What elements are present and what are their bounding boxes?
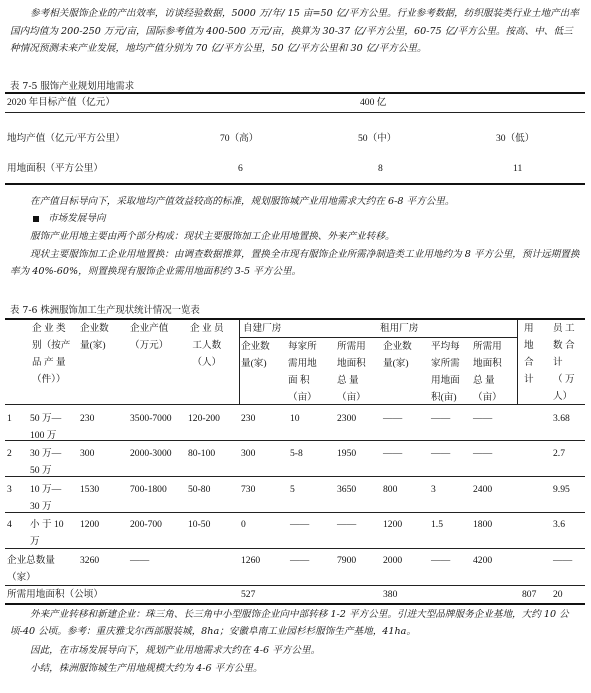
row-rent-total: 1800 xyxy=(473,519,493,530)
row-employees: 2.7 xyxy=(553,448,565,459)
row-own-per: 10 xyxy=(290,413,300,424)
target-output-value: 400 亿 xyxy=(360,97,387,108)
row-count: 230 xyxy=(80,413,95,424)
row-employees: 9.95 xyxy=(553,484,570,495)
row-count: 300 xyxy=(80,448,95,459)
table-bottom-rule xyxy=(5,183,585,185)
target-output-label: 2020 年目标产值（亿元） xyxy=(7,97,115,108)
land-area-mid: 8 xyxy=(378,163,383,174)
total-employees: —— xyxy=(553,555,573,566)
replacement-paragraph: 现状主要服饰加工企业用地置换：由调查数据推算，置换全市现有服饰企业所需净制造类工业用地约为 8 平方公里，预计远期置换率为 40%-60%，则置换现有服饰企业需用地面积约 3-5 平方公里。 xyxy=(10,249,580,277)
row-rent-count: —— xyxy=(383,413,403,424)
table-rule xyxy=(5,112,585,113)
row-employees: 3.68 xyxy=(553,413,570,424)
row-rent-per: 3 xyxy=(431,484,436,495)
total-rent-per: —— xyxy=(431,555,451,566)
row-staff: 80-100 xyxy=(188,448,216,459)
row-own-count: 300 xyxy=(241,448,256,459)
row-own-total: 3650 xyxy=(337,484,357,495)
row-own-per: —— xyxy=(290,519,310,530)
col-header-own-factory: 自建厂房 xyxy=(243,323,282,334)
table-rule xyxy=(5,548,585,549)
row-rent-count: 1200 xyxy=(383,519,403,530)
total-rent-total: 4200 xyxy=(473,555,493,566)
row-own-count: 230 xyxy=(241,413,256,424)
summary-conclusion: 小结，株洲服饰城生产用地规模大约为 4-6 平方公里。 xyxy=(30,663,263,674)
section-heading: 市场发展导向 xyxy=(48,213,106,224)
row-rent-per: —— xyxy=(431,413,451,424)
col-header-land-total: 用 地 合 计 xyxy=(524,323,534,385)
col-header-rent-count: 企业数 量(家) xyxy=(383,341,412,369)
land-output-high: 70（高） xyxy=(220,133,259,144)
row-own-total: —— xyxy=(337,519,357,530)
row-own-per: 5-8 xyxy=(290,448,303,459)
col-header-own-total: 所需用 地面积 总 量 （亩） xyxy=(337,341,366,403)
table-rule xyxy=(5,512,585,513)
land-area-label: 用地面积（平方公里） xyxy=(7,163,103,174)
total-own-total: 7900 xyxy=(337,555,357,566)
transfer-paragraph: 外来产业转移和新建企业：珠三角、长三角中小型服饰企业向中部转移 1-2 平方公里。引进大型品牌服务企业基地，大约 10 公顷-40 公顷。参考：重庆雅戈尔西部服装城，8ha；安徽阜南工业园杉杉服饰生产基地，41ha。 xyxy=(10,609,569,637)
table-rule xyxy=(5,476,585,477)
square-bullet-icon xyxy=(33,216,39,222)
row-count: 1530 xyxy=(80,484,100,495)
row-category: 小 于 10 万 xyxy=(30,519,64,547)
row-own-count: 0 xyxy=(241,519,246,530)
table2-divider xyxy=(517,320,518,404)
table-caption-7-5: 表 7-5 服饰产业规划用地需求 xyxy=(10,81,135,92)
row-rent-count: 800 xyxy=(383,484,398,495)
area-own: 527 xyxy=(241,589,256,600)
row-number: 4 xyxy=(7,519,12,530)
col-header-category: 企 业 类 别（按产 品 产 量 （件）） xyxy=(32,323,71,385)
col-header-rent-factory: 租用厂房 xyxy=(380,323,419,334)
row-number: 1 xyxy=(7,413,12,424)
land-area-high: 6 xyxy=(238,163,243,174)
row-staff: 120-200 xyxy=(188,413,220,424)
row-employees: 3.6 xyxy=(553,519,565,530)
table-caption-7-6: 表 7-6 株洲服饰加工生产现状统计情况一览表 xyxy=(10,305,200,316)
row-rent-per: 1.5 xyxy=(431,519,443,530)
total-label: 企业总数量 （家） xyxy=(7,555,55,583)
market-conclusion: 因此，在市场发展导向下，规划产业用地需求大约在 4-6 平方公里。 xyxy=(30,645,321,656)
row-category: 10 万— 30 万 xyxy=(30,484,62,512)
land-output-low: 30（低） xyxy=(496,133,535,144)
row-staff: 10-50 xyxy=(188,519,211,530)
land-area-low: 11 xyxy=(513,163,523,174)
row-rent-per: —— xyxy=(431,448,451,459)
table2-bottom-rule xyxy=(5,603,585,605)
row-output: 700-1800 xyxy=(130,484,167,495)
area-rent: 380 xyxy=(383,589,398,600)
col-header-staff: 企 业 员 工人数 （人） xyxy=(190,323,224,368)
table-rule xyxy=(5,440,585,441)
row-number: 2 xyxy=(7,448,12,459)
total-own-per: —— xyxy=(290,555,310,566)
area-land-total: 807 xyxy=(522,589,537,600)
row-rent-count: —— xyxy=(383,448,403,459)
row-own-total: 1950 xyxy=(337,448,357,459)
total-output: —— xyxy=(130,555,150,566)
row-output: 3500-7000 xyxy=(130,413,172,424)
land-composition-paragraph: 服饰产业用地主要由两个部分构成：现状主要服饰加工企业用地置换、外来产业转移。 xyxy=(30,231,395,242)
table2-divider xyxy=(239,320,240,404)
land-output-mid: 50（中） xyxy=(358,133,397,144)
col-header-own-per: 每家所 需用地 面 积 （亩） xyxy=(288,341,317,403)
row-own-per: 5 xyxy=(290,484,295,495)
row-own-total: 2300 xyxy=(337,413,357,424)
total-own-count: 1260 xyxy=(241,555,261,566)
col-header-employees: 员 工 数 合 计 （ 万 人） xyxy=(553,323,575,402)
row-rent-total: —— xyxy=(473,413,493,424)
area-employees: 20 xyxy=(553,589,563,600)
row-category: 30 万— 50 万 xyxy=(30,448,62,476)
row-rent-total: 2400 xyxy=(473,484,493,495)
col-header-rent-total: 所需用 地面积 总 量 （亩） xyxy=(473,341,502,403)
row-category: 50 万— 100 万 xyxy=(30,413,62,441)
row-output: 200-700 xyxy=(130,519,162,530)
row-staff: 50-80 xyxy=(188,484,211,495)
total-count: 3260 xyxy=(80,555,100,566)
output-target-conclusion: 在产值目标导向下，采取地均产值效益较高的标准，规划服饰城产业用地需求大约在 6-8 平方公里。 xyxy=(30,196,455,207)
row-count: 1200 xyxy=(80,519,100,530)
area-label: 所需用地面积（公顷） xyxy=(7,589,103,600)
total-rent-count: 2000 xyxy=(383,555,403,566)
col-header-count: 企业数 量(家) xyxy=(80,323,109,351)
land-output-label: 地均产值（亿元/平方公里） xyxy=(7,133,125,144)
row-number: 3 xyxy=(7,484,12,495)
row-output: 2000-3000 xyxy=(130,448,172,459)
row-own-count: 730 xyxy=(241,484,256,495)
row-rent-total: —— xyxy=(473,448,493,459)
col-header-output: 企业产值 （万元） xyxy=(130,323,169,351)
col-header-rent-per: 平均每 家所需 用地面 积(亩) xyxy=(431,341,460,403)
intro-paragraph: 参考相关服饰企业的产出效率，访谈经验数据，5000 万/年/ 15 亩=50 亿/平方公里。行业参考数据，纺织服装类行业土地产出率国内均值为 200-250 万元/亩，国际参考值为 400-500 万元/亩，换算为 30-37 亿/平方公里，60-75 亿/平方公里。按高、中、低三种情况预测未来产业发展，地均产值分别为 70 亿/平方公里，50 亿/平方公里和 30 亿/平方公里。 xyxy=(10,8,579,54)
col-header-own-count: 企业数 量(家) xyxy=(241,341,270,369)
